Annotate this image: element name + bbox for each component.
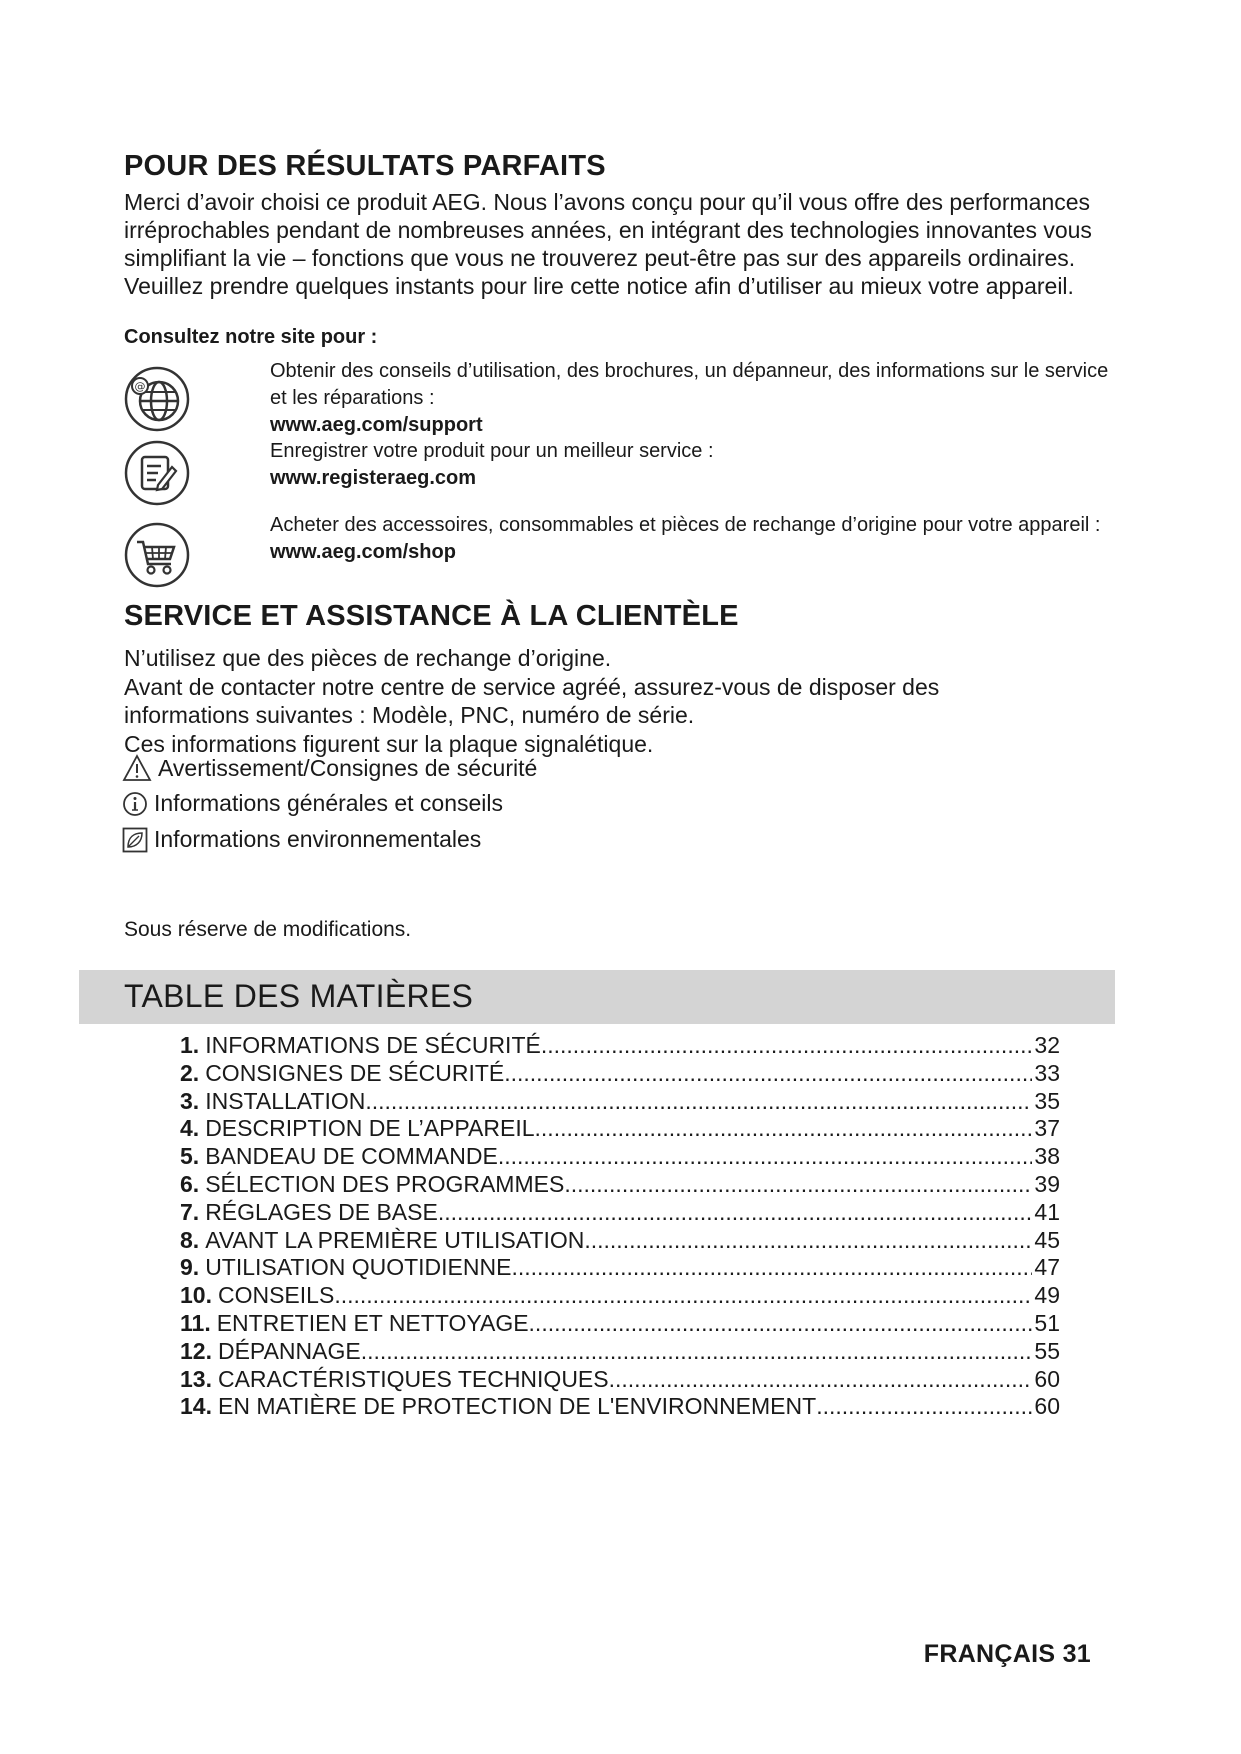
toc-item-number: 4. (180, 1115, 200, 1142)
modification-note: Sous réserve de modifications. (124, 918, 412, 941)
toc-list (180, 1032, 1060, 1421)
svg-text:@: @ (134, 380, 146, 393)
toc-dot-leader (564, 1171, 1032, 1199)
toc-item-page: 35 (1034, 1087, 1060, 1114)
toc-item[interactable] (180, 1393, 1060, 1421)
intro-paragraph: Merci d’avoir choisi ce produit AEG. Nous l’avons conçu pour qu’il vous offre des performances irréprochables pendant de nombreuses années, en intégrant des technologies innovantes vous simplifiant la vie – fonctions que vous ne trouverez peut-être pas sur des appareils ordinaires. Veuillez prendre quelques instants pour lire cette notice afin d’utiliser au mieux votre appareil. (124, 189, 1092, 299)
service-line: Avant de contacter notre centre de service agréé, assurez-vous de disposer des (124, 673, 940, 700)
toc-header-bar (79, 970, 1115, 1024)
toc-item-label: INFORMATIONS DE SÉCURITÉ (205, 1032, 541, 1058)
toc-item-label: AVANT LA PREMIÈRE UTILISATION (205, 1226, 585, 1253)
toc-item-number: 7. (180, 1198, 200, 1225)
service-line: N’utilisez que des pièces de rechange d’origine. (124, 645, 612, 671)
toc-item-page: 33 (1034, 1059, 1060, 1086)
legend-environment-label: Informations environnementales (154, 826, 482, 852)
service-register (270, 438, 1120, 492)
info-icon (122, 791, 148, 817)
toc-item-page: 49 (1034, 1282, 1060, 1309)
consult-heading: Consultez notre site pour : (124, 326, 378, 348)
toc-item-label: EN MATIÈRE DE PROTECTION DE L'ENVIRONNEMENT (217, 1393, 817, 1420)
toc-item[interactable] (180, 1254, 1060, 1282)
toc-item-label: INSTALLATION (205, 1087, 366, 1114)
page-footer: FRANÇAIS 31 (923, 1640, 1091, 1668)
shopping-cart-icon (122, 520, 192, 590)
toc-item-number: 3. (180, 1087, 200, 1114)
toc-item-page: 55 (1034, 1337, 1060, 1364)
toc-item[interactable] (180, 1282, 1060, 1310)
toc-item-page: 39 (1034, 1170, 1060, 1197)
register-link[interactable]: www.registeraeg.com (270, 467, 476, 489)
toc-dot-leader (365, 1088, 1032, 1116)
toc-item-label: DESCRIPTION DE L’APPAREIL (205, 1115, 535, 1142)
service-line: informations suivantes : Modèle, PNC, numéro de série. (124, 702, 695, 728)
legend-warning (122, 754, 537, 782)
legend-warning-label: Avertissement/Consignes de sécurité (158, 754, 538, 781)
toc-dot-leader (529, 1310, 1033, 1338)
toc-item-label: DÉPANNAGE (217, 1337, 361, 1364)
toc-item-label: ENTRETIEN ET NETTOYAGE (216, 1309, 529, 1336)
toc-dot-leader (511, 1254, 1032, 1282)
toc-dot-leader (334, 1282, 1032, 1310)
toc-item-page: 60 (1034, 1365, 1060, 1392)
service-shop-text: Acheter des accessoires, consommables et pièces de rechange d’origine pour votre appareil : (270, 514, 1101, 536)
toc-item[interactable] (180, 1310, 1060, 1338)
toc-item-number: 13. (180, 1365, 212, 1392)
toc-dot-leader (816, 1393, 1032, 1421)
toc-item-label: SÉLECTION DES PROGRAMMES (205, 1170, 565, 1197)
toc-dot-leader (498, 1143, 1033, 1171)
toc-item[interactable] (180, 1060, 1060, 1088)
toc-item-label: UTILISATION QUOTIDIENNE (205, 1254, 512, 1281)
toc-item[interactable] (180, 1171, 1060, 1199)
toc-item-page: 60 (1034, 1393, 1060, 1420)
toc-item-number: 9. (180, 1254, 200, 1281)
toc-item-page: 51 (1034, 1309, 1060, 1336)
toc-item[interactable] (180, 1115, 1060, 1143)
toc-item-label: CONSEILS (217, 1282, 335, 1309)
toc-item-number: 1. (180, 1032, 200, 1058)
leaf-icon (122, 827, 148, 853)
toc-item-page: 41 (1034, 1198, 1060, 1225)
toc-dot-leader (584, 1227, 1032, 1255)
toc-dot-leader (438, 1199, 1033, 1227)
toc-item-page: 38 (1034, 1143, 1060, 1170)
toc-item-page: 47 (1034, 1254, 1060, 1281)
legend-info (122, 790, 503, 817)
toc-item-page: 32 (1034, 1032, 1060, 1058)
service-register-text: Enregistrer votre produit pour un meilleur service : (270, 440, 714, 462)
toc-item-number: 2. (180, 1059, 200, 1086)
service-paragraph (124, 644, 939, 758)
toc-item-number: 11. (180, 1309, 211, 1336)
section-title-service: SERVICE ET ASSISTANCE À LA CLIENTÈLE (124, 600, 739, 632)
section-title-results: POUR DES RÉSULTATS PARFAITS (124, 150, 606, 182)
toc-item-page: 45 (1034, 1226, 1060, 1253)
toc-item-number: 6. (180, 1170, 200, 1197)
legend-environment (122, 826, 481, 853)
service-support-text: Obtenir des conseils d’utilisation, des brochures, un dépanneur, des informations sur le service et les réparations : (270, 360, 1109, 409)
toc-item-page: 37 (1034, 1115, 1060, 1142)
toc-item-label: RÉGLAGES DE BASE (205, 1198, 438, 1225)
toc-item-number: 8. (180, 1226, 200, 1253)
toc-dot-leader (609, 1366, 1033, 1394)
toc-dot-leader (361, 1338, 1033, 1366)
globe-icon (122, 364, 192, 434)
toc-item[interactable] (180, 1032, 1060, 1060)
support-link[interactable]: www.aeg.com/support (270, 414, 483, 436)
shop-link[interactable]: www.aeg.com/shop (270, 541, 456, 563)
service-support (270, 358, 1120, 439)
toc-item-number: 14. (180, 1393, 212, 1420)
legend-info-label: Informations générales et conseils (154, 790, 504, 816)
toc-item[interactable] (180, 1199, 1060, 1227)
toc-item-label: BANDEAU DE COMMANDE (205, 1143, 498, 1170)
toc-title: TABLE DES MATIÈRES (124, 978, 474, 1014)
warning-icon (122, 754, 152, 782)
toc-item-number: 12. (180, 1337, 212, 1364)
toc-item-number: 5. (180, 1143, 200, 1170)
toc-dot-leader (535, 1115, 1033, 1143)
toc-item-label: CONSIGNES DE SÉCURITÉ (205, 1059, 505, 1086)
register-icon (122, 438, 192, 508)
toc-item[interactable] (180, 1088, 1060, 1116)
toc-item[interactable] (180, 1143, 1060, 1171)
service-shop (270, 512, 1120, 566)
toc-item[interactable] (180, 1227, 1060, 1255)
toc-item-number: 10. (180, 1282, 212, 1309)
toc-item[interactable] (180, 1366, 1060, 1394)
toc-item-label: CARACTÉRISTIQUES TECHNIQUES (217, 1365, 609, 1392)
service-line: Ces informations figurent sur la plaque signalétique. (124, 730, 654, 757)
toc-item[interactable] (180, 1338, 1060, 1366)
toc-dot-leader (541, 1032, 1033, 1060)
toc-dot-leader (504, 1060, 1032, 1088)
